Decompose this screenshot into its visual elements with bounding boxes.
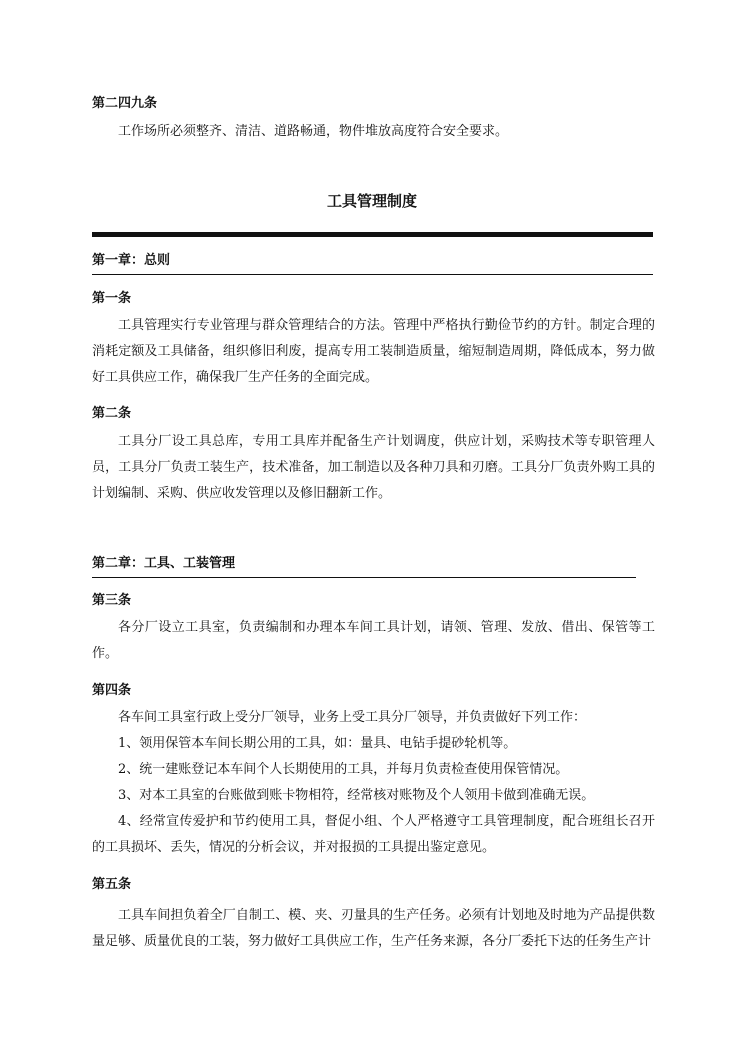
article-heading: 第二四九条 — [92, 96, 158, 111]
list-item: 3、对本工具室的台账做到账卡物相符，经常核对账物及个人领用卡做到准确无误。 — [118, 788, 595, 803]
article-text: 各分厂设立工具室，负责编制和办理本车间工具计划，请领、管理、发放、借出、保管等工作。 — [92, 620, 655, 661]
list-item: 4、经常宣传爱护和节约使用工具，督促小组、个人严格遵守工具管理制度，配合班组长召开的工具损坏、丢失，情况的分析会议，并对报损的工具提出鉴定意见。 — [92, 814, 655, 855]
article-heading: 第三条 — [92, 593, 132, 608]
chapter-rule — [92, 274, 653, 275]
article-heading: 第四条 — [92, 683, 132, 698]
article-text: 工具分厂设工具总库，专用工具库并配备生产计划调度，供应计划，采购技术等专职管理人员，工具分厂负责工装生产，技术准备，加工制造以及各种刀具和刃磨。工具分厂负责外购工具的计划编制、采购、供应收发管理以及修旧翻新工作。 — [92, 434, 655, 501]
chapter-rule — [92, 577, 636, 578]
article-text: 工具车间担负着全厂自制工、模、夹、刃量具的生产任务。必须有计划地及时地为产品提供数量足够、质量优良的工装，努力做好工具供应工作，生产任务来源，各分厂委托下达的任务生产计 — [92, 908, 655, 949]
article-heading: 第五条 — [92, 877, 132, 892]
list-item: 1、领用保管本车间长期公用的工具，如：量具、电钻手提砂轮机等。 — [118, 736, 517, 751]
list-intro: 各车间工具室行政上受分厂领导，业务上受工具分厂领导，并负责做好下列工作： — [118, 710, 587, 725]
article-text: 工作场所必须整齐、清洁、道路畅通，物件堆放高度符合安全要求。 — [118, 124, 509, 139]
chapter-heading: 第一章：总则 — [92, 253, 171, 268]
chapter-heading: 第二章：工具、工装管理 — [92, 556, 236, 571]
title-rule — [92, 232, 653, 237]
article-text: 工具管理实行专业管理与群众管理结合的方法。管理中严格执行勤俭节约的方针。制定合理的消耗定额及工具储备，组织修旧利废，提高专用工装制造质量，缩短制造周期，降低成本，努力做好工具供应工作，确保我厂生产任务的全面完成。 — [92, 318, 655, 385]
document-title: 工具管理制度 — [326, 192, 417, 210]
list-item: 2、统一建账登记本车间个人长期使用的工具，并每月负责检查使用保管情况。 — [118, 762, 569, 777]
article-heading: 第一条 — [92, 291, 132, 306]
article-heading: 第二条 — [92, 406, 132, 421]
